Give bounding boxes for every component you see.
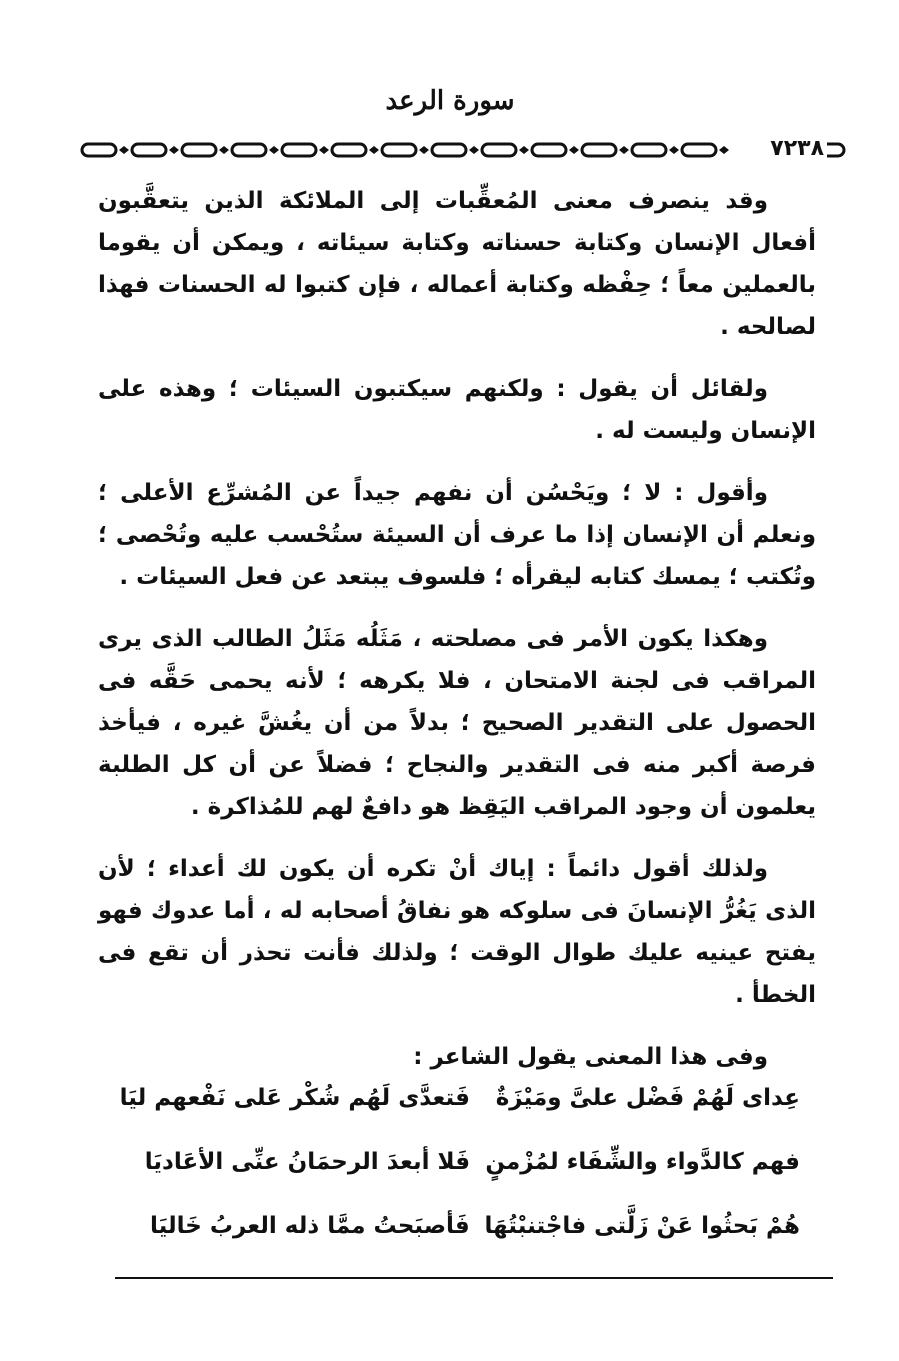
chain-link (132, 144, 166, 156)
chain-link (182, 144, 216, 156)
chain-link (532, 144, 566, 156)
chain-diamond (419, 146, 429, 154)
chain-link (682, 144, 716, 156)
paragraph: وقد ينصرف معنى المُعقِّبات إلى الملائكة الذين يتعقَّبون أفعال الإنسان وكتابة حسناته وكتابة سيئاته ، ويمكن أن يقوما بالعملين معاً ؛ حِفْظه وكتابة أعماله ، فإن كتبوا له الحسنات فهذا لصالحه . (98, 188, 816, 340)
chain-link (382, 144, 416, 156)
chain-diamond (169, 146, 179, 154)
ornamental-chain-rule (78, 138, 848, 162)
footer-rule (115, 1277, 833, 1279)
poem-verse (144, 1130, 800, 1194)
chain-diamond (719, 146, 729, 154)
chain-link (332, 144, 366, 156)
poem (119, 1066, 800, 1258)
paragraph: وأقول : لا ؛ ويَحْسُن أن نفهم جيداً عن المُشرِّع الأعلى ؛ ونعلم أن الإنسان إذا ما عرف أن السيئة ستُحْسب عليه وتُحْصى ؛ وتُكتب ؛ يمسك كتابه ليقرأه ؛ فلسوف يبتعد عن فعل السيئات . (98, 480, 816, 590)
chain-link (282, 144, 316, 156)
paragraph: وهكذا يكون الأمر فى مصلحته ، مَثَلُه مَثَلُ الطالب الذى يرى المراقب فى لجنة الامتحان ، فلا يكرهه ؛ لأنه يحمى حَقَّه فى الحصول على التقدير الصحيح ؛ بدلاً من أن يغُشَّ غيره ، فيأخذ فرصة أكبر منه فى التقدير والنجاح ؛ فضلاً عن أن كل الطلبة يعلمون أن وجود المراقب اليَقِظ هو دافعٌ لهم للمُذاكرة . (98, 626, 816, 820)
paragraph: ولقائل أن يقول : ولكنهم سيكتبون السيئات ؛ وهذه على الإنسان وليست له . (98, 376, 816, 444)
page-number: ٧٢٣٨ (767, 136, 827, 161)
surah-title: سورة الرعد (385, 86, 515, 116)
chain-link (432, 144, 466, 156)
verse-first-half: هُمْ بَحثُوا عَنْ زَلَّتى فاجْتنبْتُهَا (484, 1213, 800, 1239)
poem-verse (150, 1194, 800, 1258)
verse-second-half: فَتعدَّى لَهُم شُكْر عَلى نَفْعهم ليَا (119, 1085, 470, 1111)
chain-diamond (469, 146, 479, 154)
paragraph: وفى هذا المعنى يقول الشاعر : (413, 1044, 768, 1070)
verse-first-half: فهم كالدَّواء والشِّفَاء لمُزْمنٍ (485, 1149, 800, 1175)
chain-diamond (669, 146, 679, 154)
chain-link (482, 144, 516, 156)
chain-diamond (269, 146, 279, 154)
chain-diamond (519, 146, 529, 154)
verse-second-half: فَأصبَحتُ ممَّا ذله العربُ خَاليَا (150, 1213, 470, 1239)
verse-first-half: عِداى لَهُمْ فَضْل علىَّ ومَيْزَةٌ (495, 1085, 800, 1111)
chain-diamond (619, 146, 629, 154)
chain-diamond (119, 146, 129, 154)
paragraph: ولذلك أقول دائماً : إياك أنْ تكره أن يكون لك أعداء ؛ لأن الذى يَغُرُّ الإنسانَ فى سلوكه هو نفاقُ أصحابه له ، أما عدوك فهو يفتح عينيه عليك طوال الوقت ؛ ولذلك فأنت تحذر أن تقع فى الخطأ . (98, 856, 816, 1008)
chain-link (632, 144, 666, 156)
chain-diamond (219, 146, 229, 154)
poem-verse (119, 1066, 800, 1130)
chain-link (582, 144, 616, 156)
chain-link (82, 144, 116, 156)
chain-diamond (569, 146, 579, 154)
verse-second-half: فَلا أبعدَ الرحمَانُ عنِّى الأعَاديَا (144, 1149, 470, 1175)
chain-link (232, 144, 266, 156)
chain-diamond (369, 146, 379, 154)
chain-diamond (319, 146, 329, 154)
body-text (98, 180, 816, 1098)
